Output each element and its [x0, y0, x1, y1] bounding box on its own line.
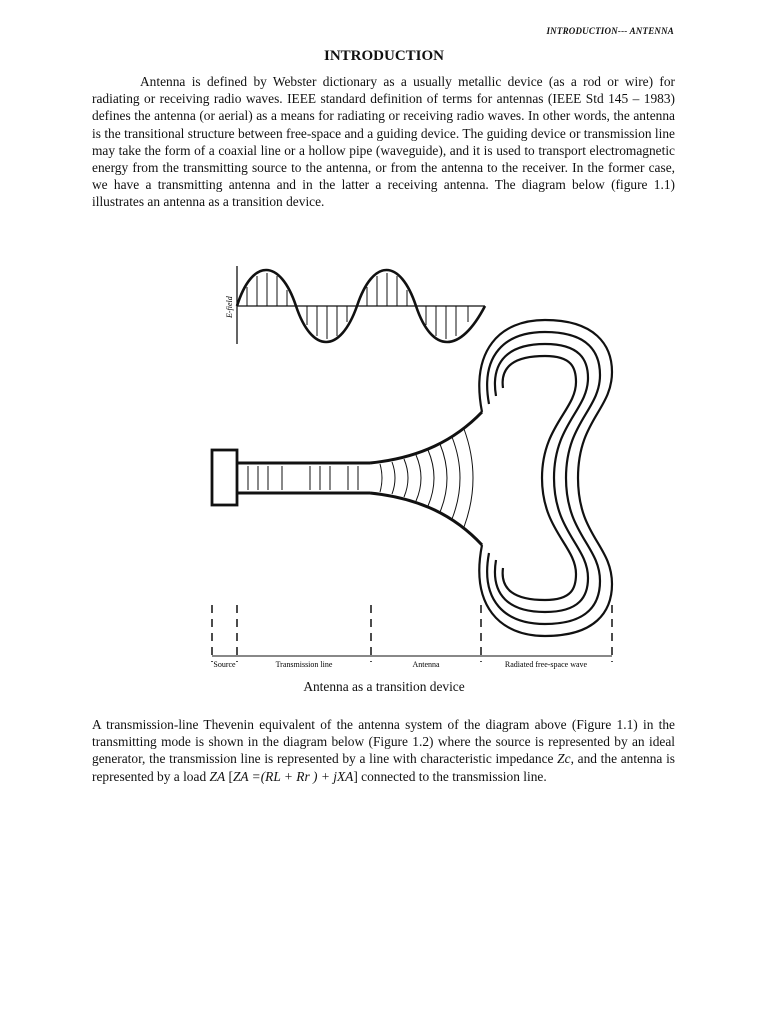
antenna-fields — [380, 429, 473, 527]
za-symbol: ZA — [209, 768, 226, 784]
region-label-antenna: Antenna — [412, 660, 440, 669]
intro-paragraph: Antenna is defined by Webster dictionary as a usually metallic device (as a rod or wire) for radiating or receiving radio waves. IEEE standard definition of terms for antennas (IEEE Std 145 – 1983) defines the antenna (or aerial) as a means for radiating or receiving radio waves. In other words, the antenna is the transitional structure between free-space and a guiding device. The guiding device or transmission line may take the form of a coaxial line or a hollow pipe (waveguide), and it is used to transport electromagnetic energy from the transmitting source to the antenna, or from the antenna to the receiver. In the former case, we have a transmitting antenna and in the latter a receiving antenna. The diagram below (figure 1.1) illustrates an antenna as a transition device. — [92, 74, 675, 210]
radiated-wavefronts — [479, 320, 612, 636]
za-formula: ZA =(RL + Rr ) + jXA — [232, 768, 354, 784]
antenna-flare-top — [370, 412, 482, 463]
figure-caption: Antenna as a transition device — [303, 679, 465, 694]
region-label-transmission-line: Transmission line — [275, 660, 333, 669]
region-label-source: Source — [213, 660, 236, 669]
thevenin-paragraph — [92, 716, 675, 785]
antenna-flare-bottom — [370, 493, 482, 545]
source-box — [212, 450, 237, 505]
antenna-transition-figure — [205, 258, 625, 683]
thevenin-text-2: , and the antenna is represented by a load — [92, 751, 675, 784]
transmission-line-fields — [248, 466, 358, 490]
thevenin-text-4: ] connected to the transmission line. — [353, 768, 547, 784]
section-title: INTRODUCTION — [323, 48, 444, 64]
region-dividers — [212, 605, 612, 662]
thevenin-text-1: A transmission-line Thevenin equivalent of the antenna system of the diagram above (Figure 1.1) in the transmitting mode is shown in the diagram below (Figure 1.2) where the source is represented by an ideal generator, the transmission line is represented by a line with characteristic impedance — [92, 717, 675, 767]
zc-symbol: Zc — [557, 751, 571, 767]
region-label-radiated-wave: Radiated free-space wave — [504, 660, 588, 669]
thevenin-text-3: [ — [225, 768, 233, 784]
efield-label: E-field — [225, 296, 234, 318]
running-head: INTRODUCTION--- ANTENNA — [546, 26, 674, 36]
